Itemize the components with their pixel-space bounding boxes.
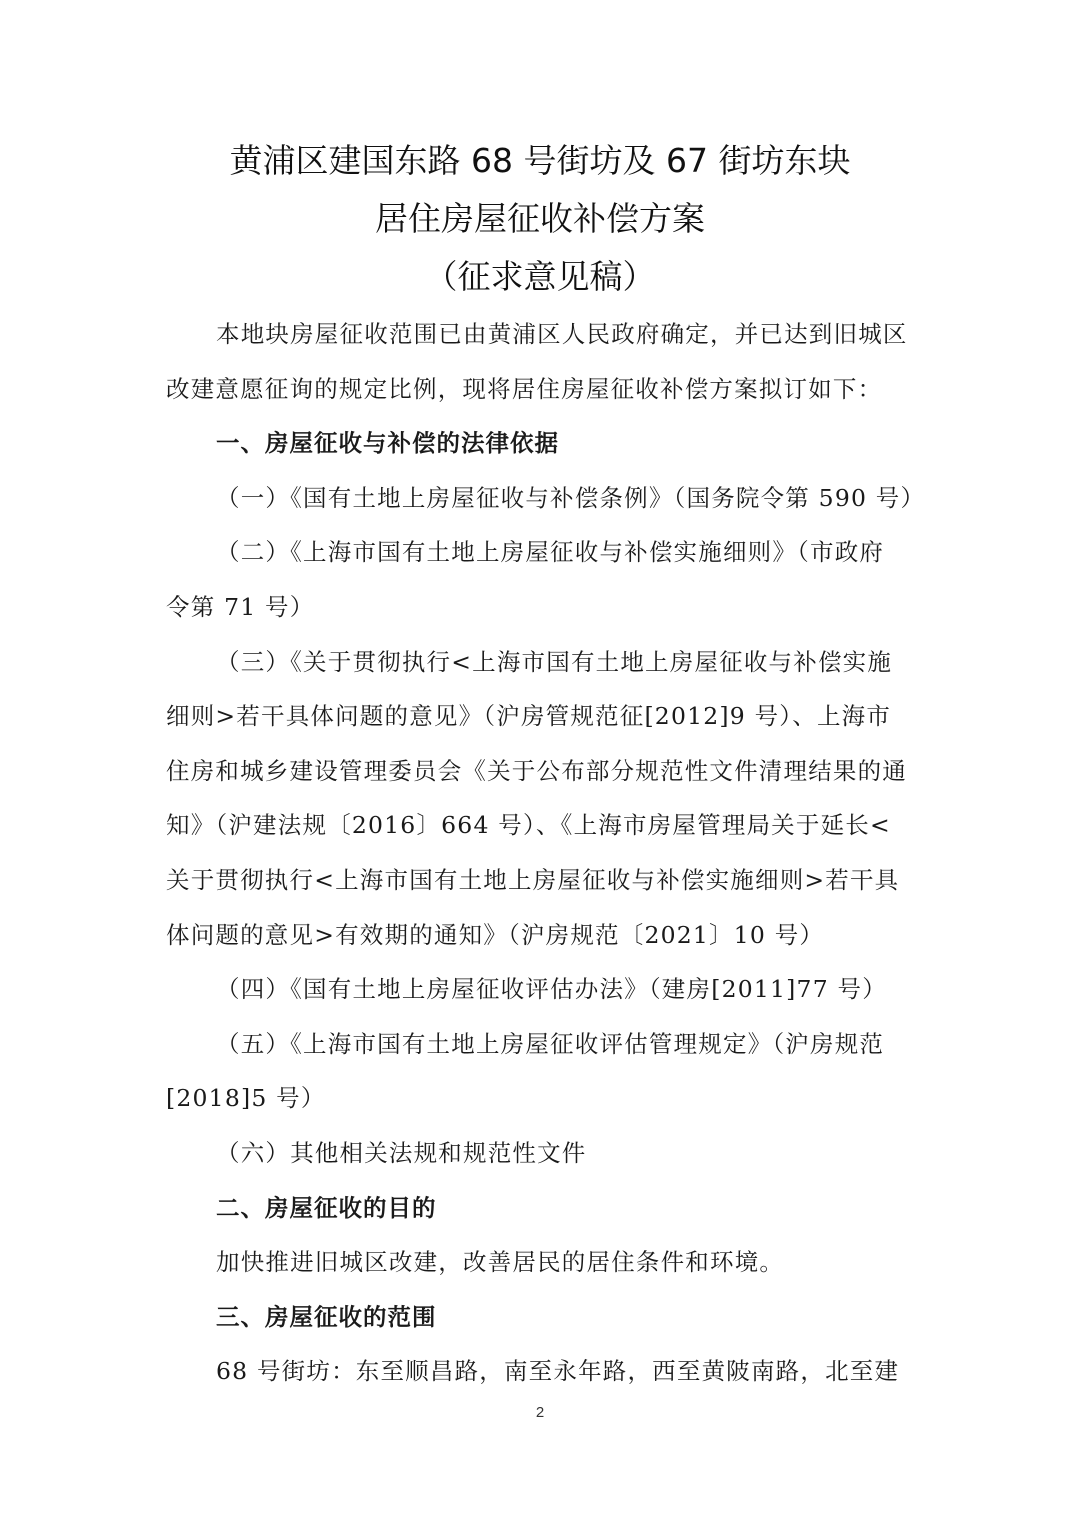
item-6-line-1: （六）其他相关法规和规范性文件 [216,1138,587,1167]
item-5-line-2: [2018]5 号） [166,1084,326,1113]
title-line-3: （征求意见稿） [424,257,656,296]
section-3-heading: 三、房屋征收的范围 [216,1302,437,1331]
title-line-2: 居住房屋征收补偿方案 [375,199,705,238]
item-3-line-3: 住房和城乡建设管理委员会《关于公布部分规范性文件清理结果的通 [166,756,907,785]
page-number: 2 [535,1404,545,1421]
section-3-text: 68 号街坊：东至顺昌路，南至永年路，西至黄陂南路，北至建 [216,1357,900,1386]
intro-line-2: 改建意愿征询的规定比例，现将居住房屋征收补偿方案拟订如下： [166,374,883,403]
item-2-line-2: 令第 71 号） [166,592,315,621]
item-5-line-1: （五）《上海市国有土地上房屋征收评估管理规定》（沪房规范 [216,1029,885,1058]
item-3-line-2: 细则>若干具体问题的意见》（沪房管规范征[2012]9 号）、上海市 [166,702,892,731]
section-2-heading: 二、房屋征收的目的 [216,1193,437,1222]
item-4-line-1: （四）《国有土地上房屋征收评估办法》（建房[2011]77 号） [216,975,887,1004]
item-3-line-1: （三）《关于贯彻执行<上海市国有土地上房屋征收与补偿实施 [216,647,893,676]
section-2-text: 加快推进旧城区改建，改善居民的居住条件和环境。 [216,1248,785,1277]
item-1-line-1: （一）《国有土地上房屋征收与补偿条例》（国务院令第 590 号） [216,483,926,512]
item-3-line-5: 关于贯彻执行<上海市国有土地上房屋征收与补偿实施细则>若干具 [166,865,900,894]
item-3-line-6: 体问题的意见>有效期的通知》（沪房规范〔2021〕10 号） [166,920,825,949]
document-body [166,307,926,1399]
intro-line-1: 本地块房屋征收范围已由黄浦区人民政府确定，并已达到旧城区 [216,320,908,348]
title-line-1: 黄浦区建国东路 68 号街坊及 67 街坊东块 [229,141,851,180]
item-3-line-4: 知》（沪建法规〔2016〕664 号）、《上海市房屋管理局关于延长< [166,811,891,840]
document-title [0,132,1080,306]
section-1-heading: 一、房屋征收与补偿的法律依据 [216,429,559,458]
item-2-line-1: （二）《上海市国有土地上房屋征收与补偿实施细则》（市政府 [216,538,885,567]
